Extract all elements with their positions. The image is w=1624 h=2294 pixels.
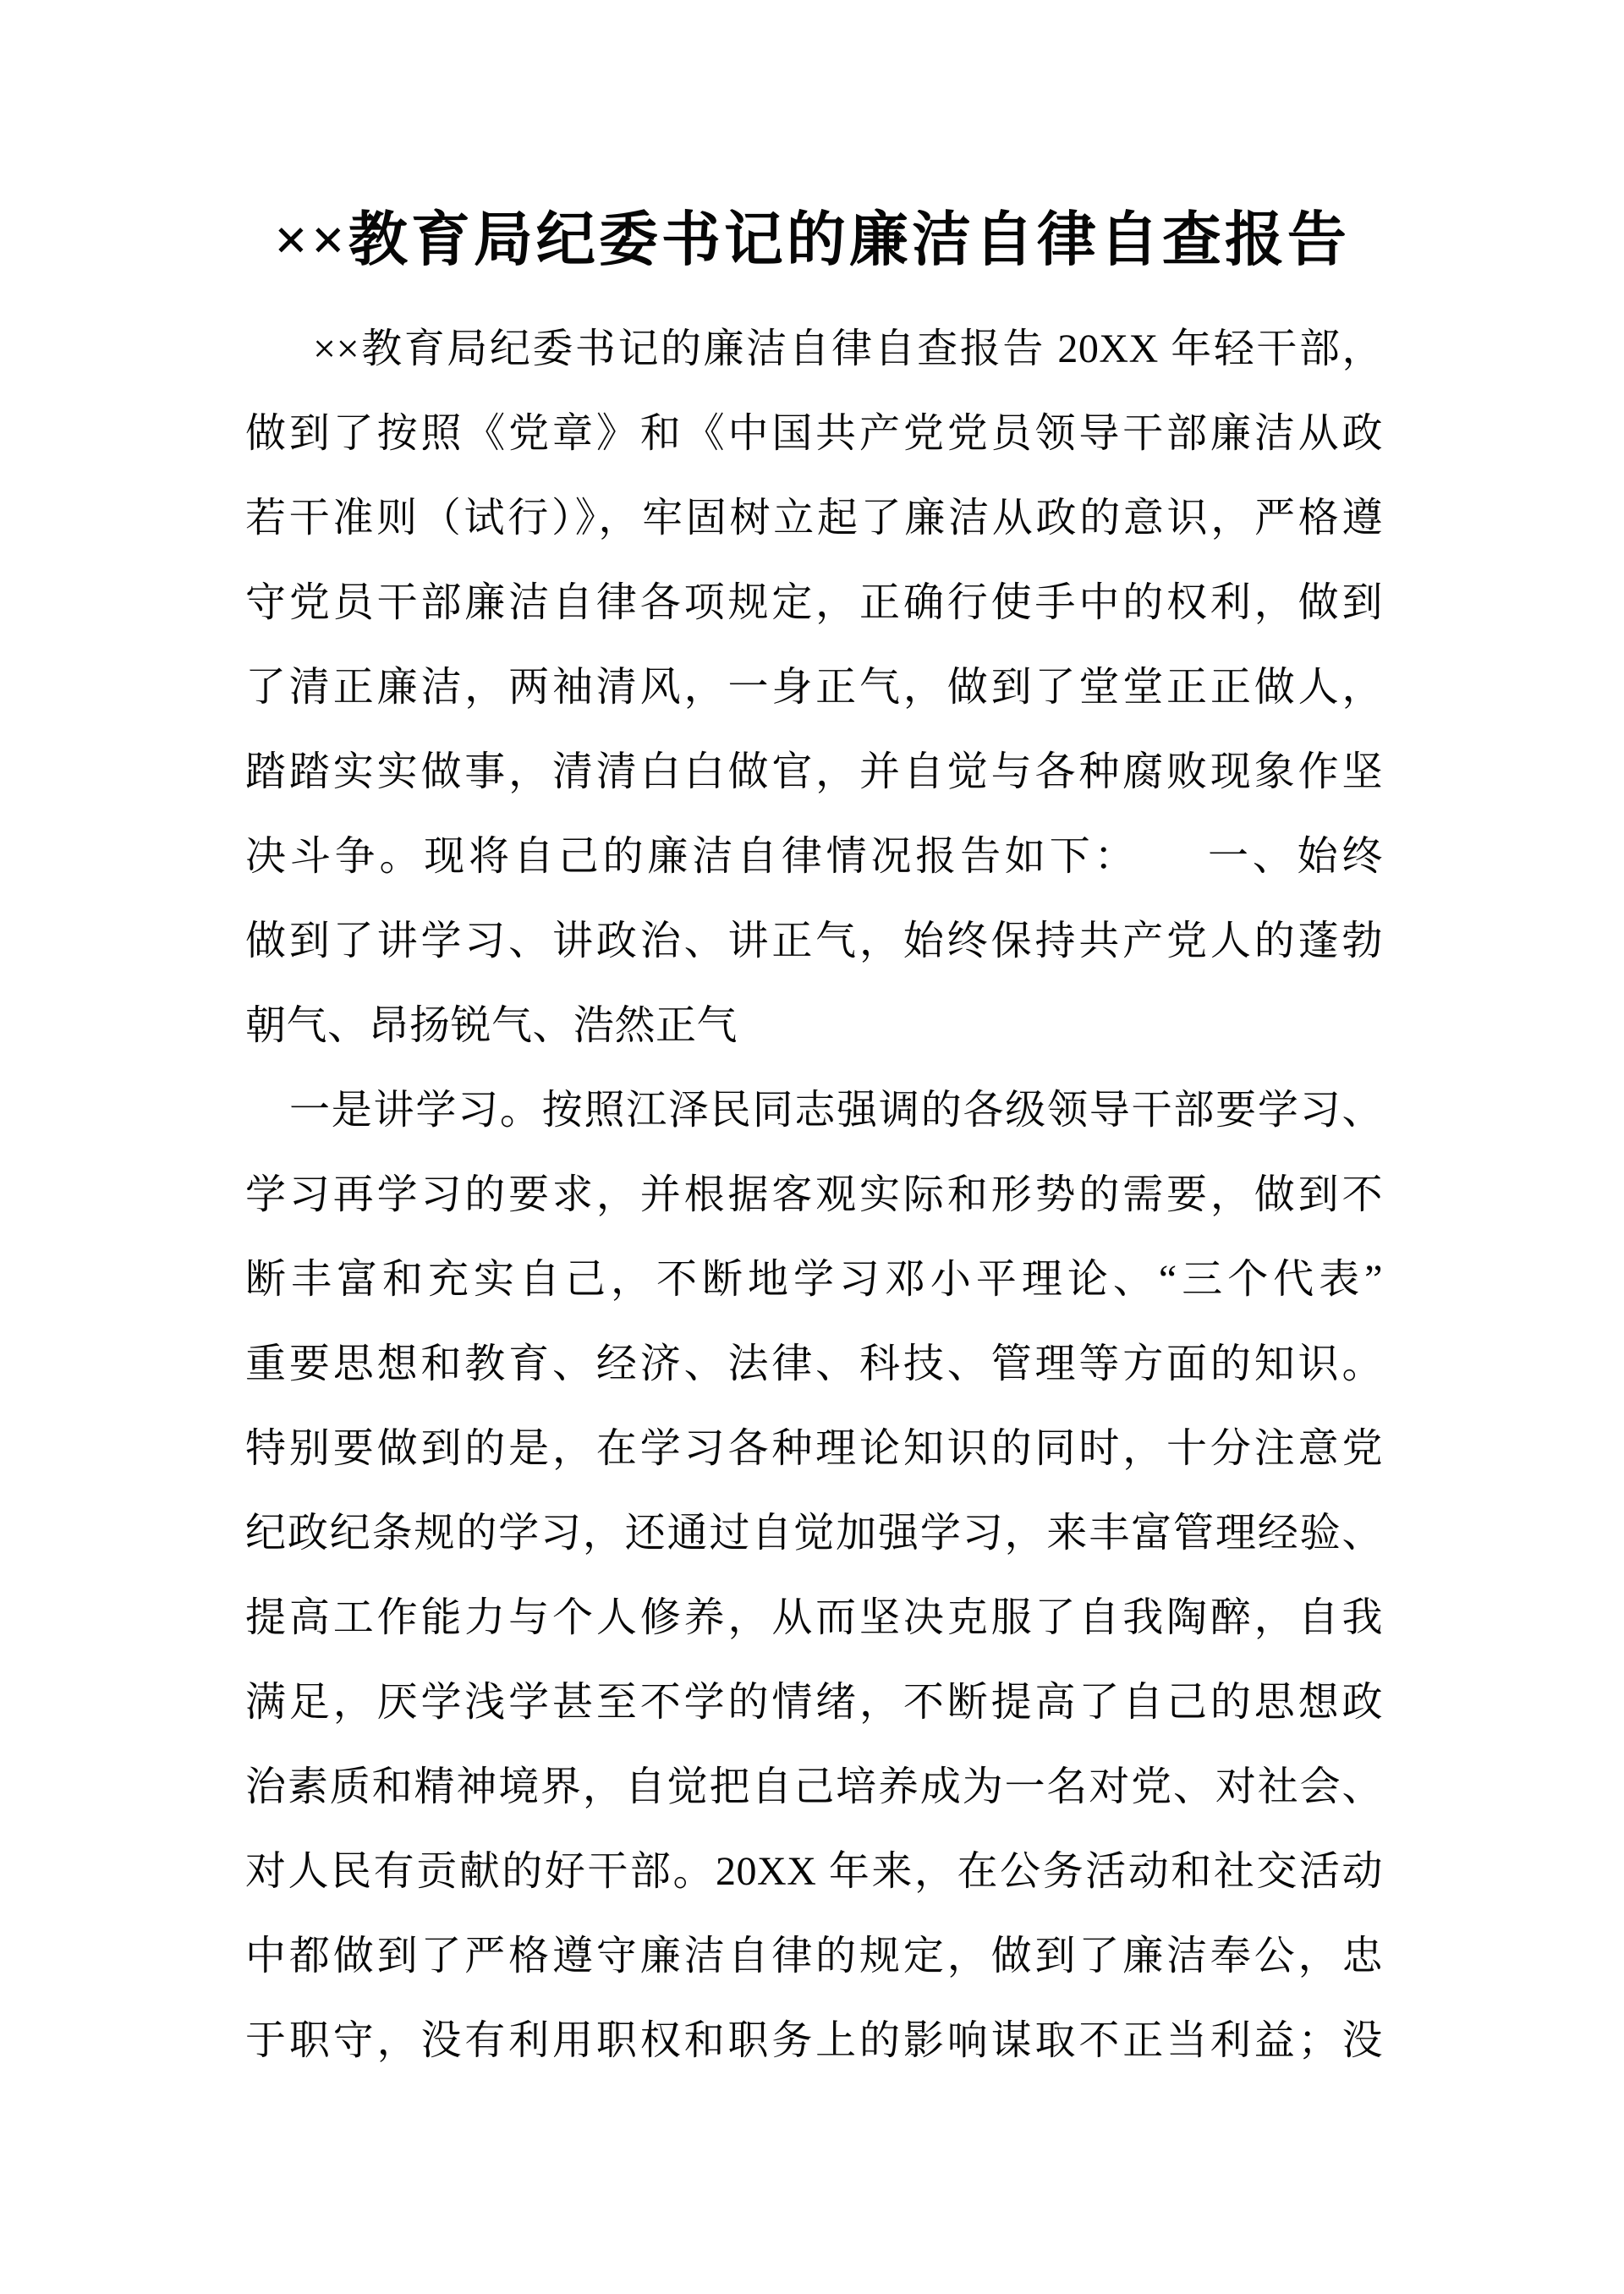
body-line: 做到了按照《党章》和《中国共产党党员领导干部廉洁从政 <box>245 411 1383 456</box>
body-line: 守党员干部廉洁自律各项规定，正确行使手中的权利，做到 <box>245 580 1383 625</box>
body-line: 断丰富和充实自己，不断地学习邓小平理论、“三个代表” <box>245 1257 1383 1302</box>
paragraph-2 <box>245 1068 1383 2083</box>
document-body <box>245 307 1383 2083</box>
body-line: 学习再学习的要求，并根据客观实际和形势的需要，做到不 <box>245 1172 1383 1217</box>
paragraph-1 <box>245 307 1383 1068</box>
document-title: ××教育局纪委书记的廉洁自律自查报告 <box>274 208 1350 273</box>
body-line: 踏踏实实做事，清清白白做官，并自觉与各种腐败现象作坚 <box>245 749 1383 794</box>
body-line: 满足，厌学浅学甚至不学的情绪，不断提高了自己的思想政 <box>245 1680 1383 1725</box>
body-line: 纪政纪条规的学习，还通过自觉加强学习，来丰富管理经验、 <box>245 1511 1383 1556</box>
body-line: 治素质和精神境界，自觉把自己培养成为一名对党、对社会、 <box>245 1764 1383 1809</box>
body-line: 了清正廉洁，两袖清风，一身正气，做到了堂堂正正做人， <box>245 665 1383 710</box>
body-line: 做到了讲学习、讲政治、讲正气，始终保持共产党人的蓬勃 <box>245 919 1383 963</box>
body-line: 一是讲学习。按照江泽民同志强调的各级领导干部要学习、 <box>289 1088 1383 1133</box>
body-line: 中都做到了严格遵守廉洁自律的规定，做到了廉洁奉公，忠 <box>245 1934 1383 1978</box>
body-line: 决斗争。现将自己的廉洁自律情况报告如下： 一、始终 <box>245 834 1383 879</box>
body-line: 重要思想和教育、经济、法律、科技、管理等方面的知识。 <box>245 1342 1383 1386</box>
body-line: 特别要做到的是，在学习各种理论知识的同时，十分注意党 <box>245 1426 1383 1471</box>
body-line: 提高工作能力与个人修养，从而坚决克服了自我陶醉，自我 <box>245 1595 1383 1640</box>
body-line: 朝气、昂扬锐气、浩然正气 <box>245 1003 738 1048</box>
body-line: 于职守，没有利用职权和职务上的影响谋取不正当利益；没 <box>245 2018 1383 2063</box>
body-line: 对人民有贡献的好干部。20XX 年来，在公务活动和社交活动 <box>245 1849 1383 1894</box>
body-line: ××教育局纪委书记的廉洁自律自查报告 20XX 年轻干部， <box>313 327 1383 371</box>
body-line: 若干准则（试行）》，牢固树立起了廉洁从政的意识，严格遵 <box>245 496 1383 541</box>
